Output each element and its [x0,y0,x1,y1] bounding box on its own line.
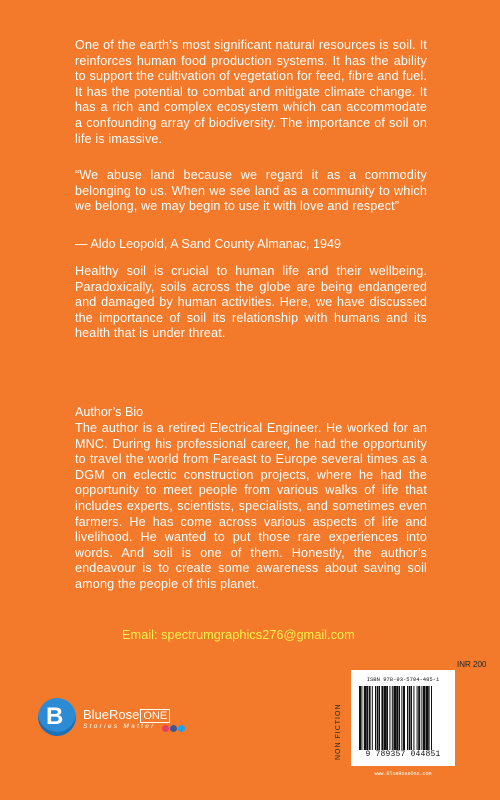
publisher-website[interactable]: www.BlueRoseOne.com [374,771,432,777]
email-contact[interactable]: Email: spectrumgraphics276@gmail.com [122,627,355,642]
price-label: INR 200 [457,660,487,669]
social-icons [162,725,185,732]
instagram-icon [162,725,169,732]
summary-paragraph: Healthy soil is crucial to human life and their wellbeing. Paradoxically, soils across the globe are being endangered and damaged by human activities. Here, we have discussed the importance of soil its relationship with humans and its health that is under threat. [75,264,427,341]
barcode-panel [351,670,455,766]
isbn-digits: 9 789357 044851 [365,750,441,759]
isbn-label: ISBN 978-93-5704-485-1 [366,676,440,683]
quote-text: “We abuse land because we regard it as a commodity belonging to us. When we see land as a community to which we belong, we may begin to use it with love and respect” [75,168,427,214]
publisher-name-text: BlueRose [83,707,140,722]
publisher-badge: ONE [140,709,170,723]
publisher-tagline: Stories Matter [83,723,156,730]
bio-paragraph: The author is a retired Electrical Engineer. He worked for an MNC. During his professional career, he had the opportunity to travel the world from Fareast to Europe several times as a DGM on eclectic construction projects, where he had the opportunity to meet people from various walks of life that includes experts, scientists, specialists, and sometimes even farmers. He has come across various aspects of life and livelihood. He wanted to put those rare experiences into words. And soil is one of them. Honestly, the author’s endeavour is to create some awareness about saving soil among the people of this planet. [75,421,427,591]
bio-heading: Author’s Bio [75,405,144,419]
twitter-icon [178,725,185,732]
publisher-logo [38,698,198,740]
facebook-icon [170,725,177,732]
quote-attribution: — Aldo Leopold, A Sand County Almanac, 1949 [75,237,342,251]
publisher-name [83,707,170,723]
logo-b-icon: B [46,703,64,730]
barcode-icon [359,686,447,750]
genre-label: NON FICTION [335,703,342,760]
intro-paragraph: One of the earth’s most significant natural resources is soil. It reinforces human food production systems. It has the ability to support the cultivation of vegetation for feed, fibre and fuel. It has the potential to combat and mitigate climate change. It has a rich and complex ecosystem which can accommodate a confounding array of biodiversity. The importance of soil on life is imassive. [75,38,427,146]
